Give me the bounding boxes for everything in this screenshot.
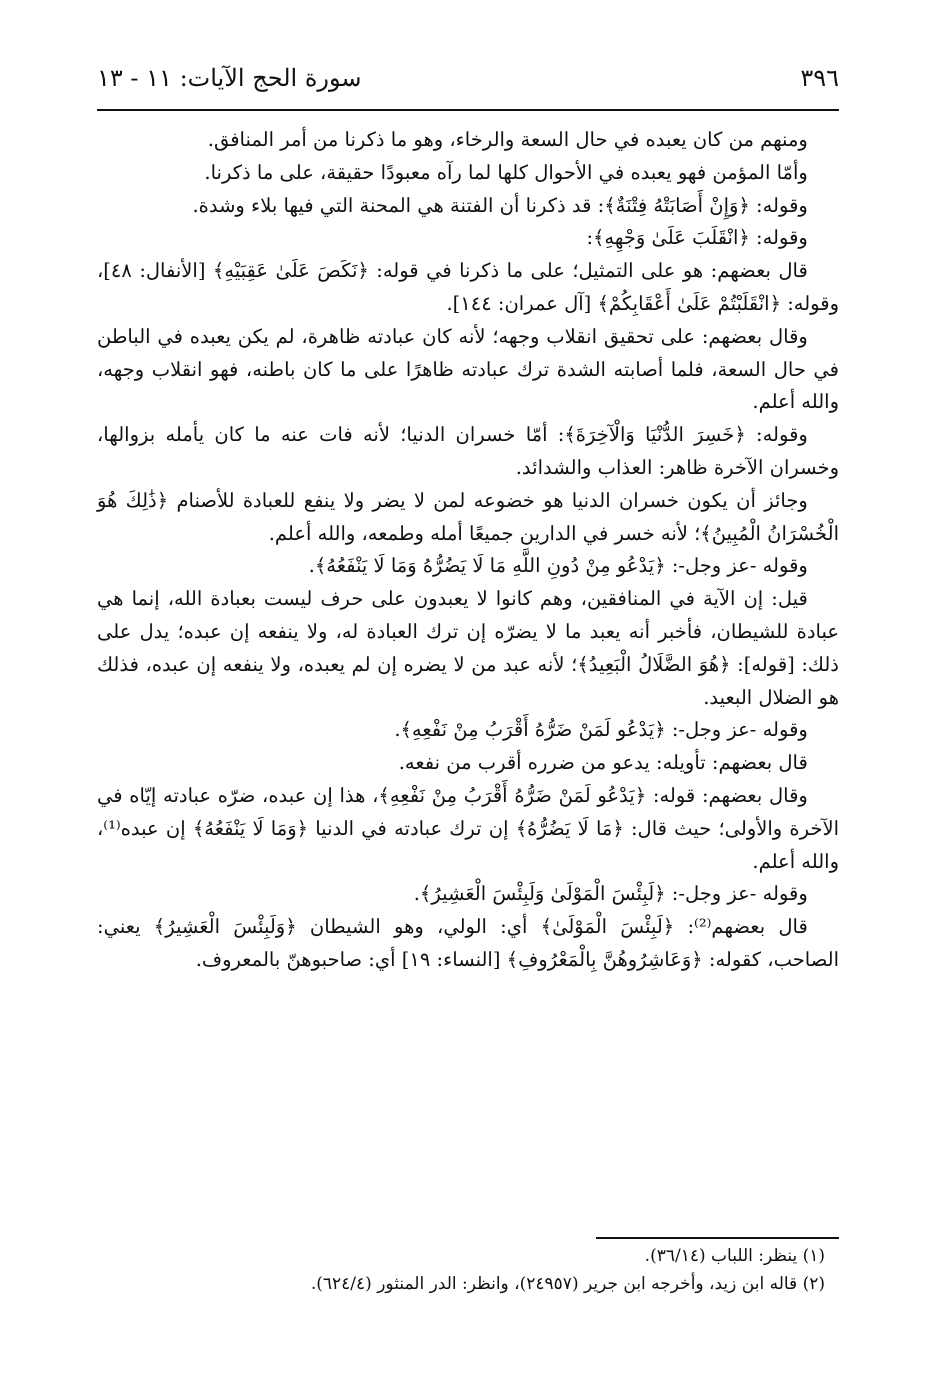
footnote: (١) ينظر: اللباب (٣٦/١٤). <box>644 1246 825 1266</box>
running-title: سورة الحج الآيات: ١١ - ١٣ <box>97 64 362 92</box>
paragraph: وقال بعضهم: على تحقيق انقلاب وجهه؛ لأنه كان عبادته ظاهرة، لم يكن يعبده في الباطن في حال السعة، فلما أصابته الشدة ترك عبادته ظاهرًا على ما كان باطنه، فهو انقلاب وجهه، والله أعلم. <box>97 324 839 414</box>
paragraph: وأمّا المؤمن فهو يعبده في الأحوال كلها لما رآه معبودًا حقيقة، على ما ذكرنا. <box>204 160 808 184</box>
paragraph: وقوله -عز وجل-: ﴿لَبِئْسَ الْمَوْلَىٰ وَلَبِئْسَ الْعَشِيرُ﴾. <box>413 882 808 906</box>
paragraph: وقوله -عز وجل-: ﴿يَدْعُو مِنْ دُونِ اللَّهِ مَا لَا يَضُرُّهُ وَمَا لَا يَنْفَعُهُ﴾. <box>308 554 808 578</box>
paragraph: قال بعضهم: تأويله: يدعو من ضرره أقرب من نفعه. <box>398 751 808 775</box>
paragraph: وجائز أن يكون خسران الدنيا هو خضوعه لمن لا يضر ولا ينفع للعبادة للأصنام ﴿ذَٰلِكَ هُوَ الْخُسْرَانُ الْمُبِينُ﴾؛ لأنه خسر في الدارين جميعًا أمله وطمعه، والله أعلم. <box>97 488 839 545</box>
paragraph: قيل: إن الآية في المنافقين، وهم كانوا لا يعبدون على حرف ليست بعبادة الله، إنما هي عبادة للشيطان، فأخبر أنه يعبد ما لا يضرّه إن ترك العبادة له، ولا ينفعه إن عبده؛ يدل على ذلك: [قوله]: ﴿هُوَ الضَّلَالُ الْبَعِيدُ﴾؛ لأنه عبد من لا يضره إن لم يعبده، ولا ينفعه إن عبده، فذلك هو الضلال البعيد. <box>97 587 839 709</box>
footnote-rule <box>596 1237 839 1239</box>
paragraph: ومنهم من كان يعبده في حال السعة والرخاء، وهو ما ذكرنا من أمر المنافق. <box>207 128 808 151</box>
page-number: ٣٩٦ <box>800 64 839 92</box>
paragraph: وقوله: ﴿خَسِرَ الدُّنْيَا وَالْآخِرَةَ﴾: أمّا خسران الدنيا؛ لأنه فات عنه ما كان يأمله بزوالها، وخسران الآخرة ظاهر: العذاب والشدائد. <box>97 423 839 479</box>
paragraph: وقال بعضهم: قوله: ﴿يَدْعُو لَمَنْ ضَرُّهُ أَقْرَبُ مِنْ نَفْعِهِ﴾، هذا إن عبده، ضرّه عبادته إيّاه في الآخرة والأولى؛ حيث قال: ﴿مَا لَا يَضُرُّهُ﴾ إن ترك عبادته في الدنيا ﴿وَمَا لَا يَنْفَعُهُ﴾ إن عبده⁽¹⁾، والله أعلم. <box>97 783 839 873</box>
paragraph: وقوله: ﴿وَإِنْ أَصَابَتْهُ فِتْنَةٌ﴾: قد ذكرنا أن الفتنة هي المحنة التي فيها بلاء وشدة. <box>192 193 808 217</box>
paragraph: وقوله: ﴿انْقَلَبَ عَلَىٰ وَجْهِهِ﴾: <box>586 226 808 250</box>
main-text <box>97 124 839 977</box>
paragraph: قال بعضهم: هو على التمثيل؛ على ما ذكرنا في قوله: ﴿نَكَصَ عَلَىٰ عَقِبَيْهِ﴾ [الأنفال: ٤٨]، وقوله: ﴿انْقَلَبْتُمْ عَلَىٰ أَعْقَابِكُمْ﴾ [آل عمران: ١٤٤]. <box>97 259 839 315</box>
paragraph: قال بعضهم⁽²⁾: ﴿لَبِئْسَ الْمَوْلَىٰ﴾ أي: الولي، وهو الشيطان ﴿وَلَبِئْسَ الْعَشِيرُ﴾ يعني: الصاحب، كقوله: ﴿وَعَاشِرُوهُنَّ بِالْمَعْرُوفِ﴾ [النساء: ١٩] أي: صاحبوهنّ بالمعروف. <box>97 915 839 971</box>
footnote: (٢) قاله ابن زيد، وأخرجه ابن جرير (٢٤٩٥٧)، وانظر: الدر المنثور (٦٢٤/٤). <box>310 1274 825 1294</box>
header-rule <box>97 109 839 111</box>
page-header <box>97 58 839 98</box>
footnotes <box>97 1242 825 1298</box>
paragraph: وقوله -عز وجل-: ﴿يَدْعُو لَمَنْ ضَرُّهُ أَقْرَبُ مِنْ نَفْعِهِ﴾. <box>394 718 808 742</box>
